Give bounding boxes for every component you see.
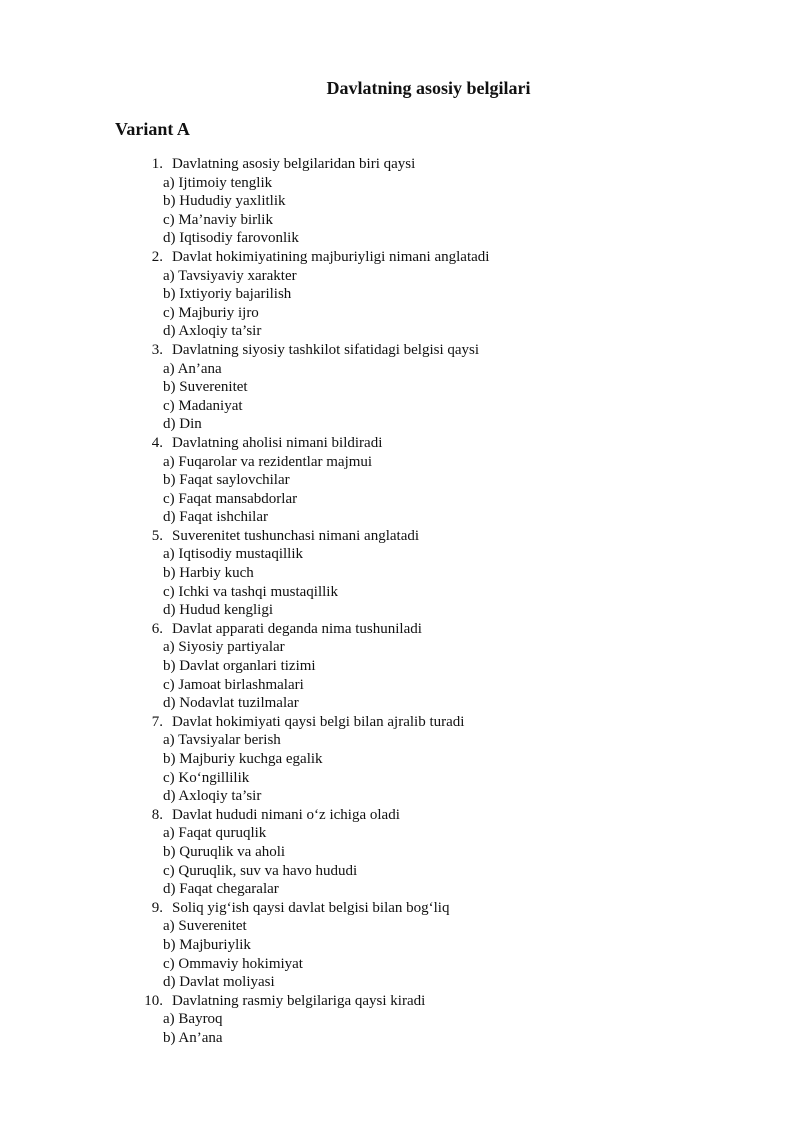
answer-option: b) Ixtiyoriy bajarilish bbox=[163, 286, 292, 303]
answer-option: b) Faqat saylovchilar bbox=[163, 472, 290, 489]
question-number: 6. bbox=[151, 620, 163, 637]
question-number: 2. bbox=[151, 248, 163, 265]
question-number: 8. bbox=[151, 806, 163, 823]
question-text: Davlat hududi nimani o‘z ichiga oladi bbox=[172, 806, 400, 823]
variant-heading: Variant A bbox=[115, 119, 190, 139]
question-item bbox=[115, 527, 715, 620]
answer-option: c) Ommaviy hokimiyat bbox=[163, 955, 303, 972]
answer-option: b) Majburiylik bbox=[163, 936, 251, 953]
answer-option: a) Ijtimoiy tenglik bbox=[163, 174, 273, 191]
question-item bbox=[115, 992, 715, 1048]
question-item bbox=[115, 713, 715, 806]
question-text: Davlatning siyosiy tashkilot sifatidagi belgisi qaysi bbox=[172, 341, 480, 358]
document-title: Davlatning asosiy belgilari bbox=[326, 78, 531, 98]
question-item bbox=[115, 248, 715, 341]
question-item bbox=[115, 899, 715, 992]
answer-option: a) Siyosiy partiyalar bbox=[163, 639, 285, 656]
question-text: Davlat hokimiyati qaysi belgi bilan ajralib turadi bbox=[172, 713, 465, 730]
answer-option: a) An’ana bbox=[163, 360, 222, 377]
question-line bbox=[115, 992, 715, 1011]
answer-option: b) Suverenitet bbox=[163, 379, 248, 396]
question-text: Suverenitet tushunchasi nimani anglatadi bbox=[172, 527, 420, 544]
question-item bbox=[115, 620, 715, 713]
answer-option: d) Iqtisodiy farovonlik bbox=[163, 230, 299, 247]
question-line bbox=[115, 248, 715, 267]
question-line bbox=[115, 527, 715, 546]
question-text: Davlat apparati deganda nima tushuniladi bbox=[172, 620, 422, 637]
answer-option: c) Faqat mansabdorlar bbox=[163, 490, 298, 507]
question-number: 9. bbox=[151, 899, 163, 916]
answer-option: b) Harbiy kuch bbox=[163, 565, 254, 582]
answer-option: c) Ma’naviy birlik bbox=[163, 211, 273, 228]
answer-option: a) Iqtisodiy mustaqillik bbox=[163, 546, 303, 563]
answer-option: c) Madaniyat bbox=[163, 397, 243, 414]
answer-option: a) Tavsiyalar berish bbox=[163, 732, 281, 749]
question-item bbox=[115, 341, 715, 434]
answer-option: d) Nodavlat tuzilmalar bbox=[163, 695, 299, 712]
answer-option: d) Axloqiy ta’sir bbox=[163, 323, 262, 340]
answer-option: b) Davlat organlari tizimi bbox=[163, 658, 316, 675]
question-number: 5. bbox=[151, 527, 163, 544]
question-item bbox=[115, 434, 715, 527]
answer-option: b) Hududiy yaxlitlik bbox=[163, 193, 286, 210]
answer-option: d) Axloqiy ta’sir bbox=[163, 788, 262, 805]
question-line bbox=[115, 155, 715, 174]
question-number: 7. bbox=[151, 713, 163, 730]
answer-option: c) Ichki va tashqi mustaqillik bbox=[163, 583, 338, 600]
answer-option: b) An’ana bbox=[163, 1029, 223, 1046]
question-number: 4. bbox=[151, 434, 163, 451]
question-text: Davlatning aholisi nimani bildiradi bbox=[172, 434, 383, 451]
question-number: 3. bbox=[151, 341, 163, 358]
answer-option: c) Quruqlik, suv va havo hududi bbox=[163, 862, 358, 879]
question-text: Davlatning asosiy belgilaridan biri qaysi bbox=[172, 156, 416, 172]
question-item bbox=[115, 806, 715, 899]
question-line bbox=[115, 806, 715, 825]
question-number: 10. bbox=[144, 992, 163, 1009]
question-line bbox=[115, 713, 715, 732]
question-item bbox=[115, 155, 715, 248]
answer-option: d) Din bbox=[163, 416, 202, 433]
answer-option: a) Faqat quruqlik bbox=[163, 825, 267, 842]
answer-option: a) Bayroq bbox=[163, 1011, 223, 1028]
answer-option: b) Majburiy kuchga egalik bbox=[163, 751, 323, 767]
question-number: 1. bbox=[151, 156, 163, 172]
question-line bbox=[115, 341, 715, 360]
answer-option: c) Majburiy ijro bbox=[163, 304, 259, 321]
answer-option: d) Davlat moliyasi bbox=[163, 974, 275, 991]
answer-option: c) Jamoat birlashmalari bbox=[163, 676, 304, 693]
question-text: Davlat hokimiyatining majburiyligi nimani anglatadi bbox=[172, 248, 490, 265]
question-text: Davlatning rasmiy belgilariga qaysi kiradi bbox=[172, 992, 426, 1009]
question-list bbox=[115, 155, 715, 1048]
answer-option: a) Suverenitet bbox=[163, 918, 247, 935]
question-line bbox=[115, 620, 715, 639]
answer-option: a) Fuqarolar va rezidentlar majmui bbox=[163, 453, 373, 470]
question-line bbox=[115, 899, 715, 918]
answer-option: d) Hudud kengligi bbox=[163, 602, 273, 619]
answer-option: b) Quruqlik va aholi bbox=[163, 843, 286, 860]
question-text: Soliq yig‘ish qaysi davlat belgisi bilan bog‘liq bbox=[172, 899, 450, 916]
question-line bbox=[115, 434, 715, 453]
answer-option: c) Ko‘ngillilik bbox=[163, 769, 250, 786]
answer-option: d) Faqat chegaralar bbox=[163, 881, 279, 898]
answer-option: d) Faqat ishchilar bbox=[163, 509, 268, 526]
answer-option: a) Tavsiyaviy xarakter bbox=[163, 267, 297, 284]
